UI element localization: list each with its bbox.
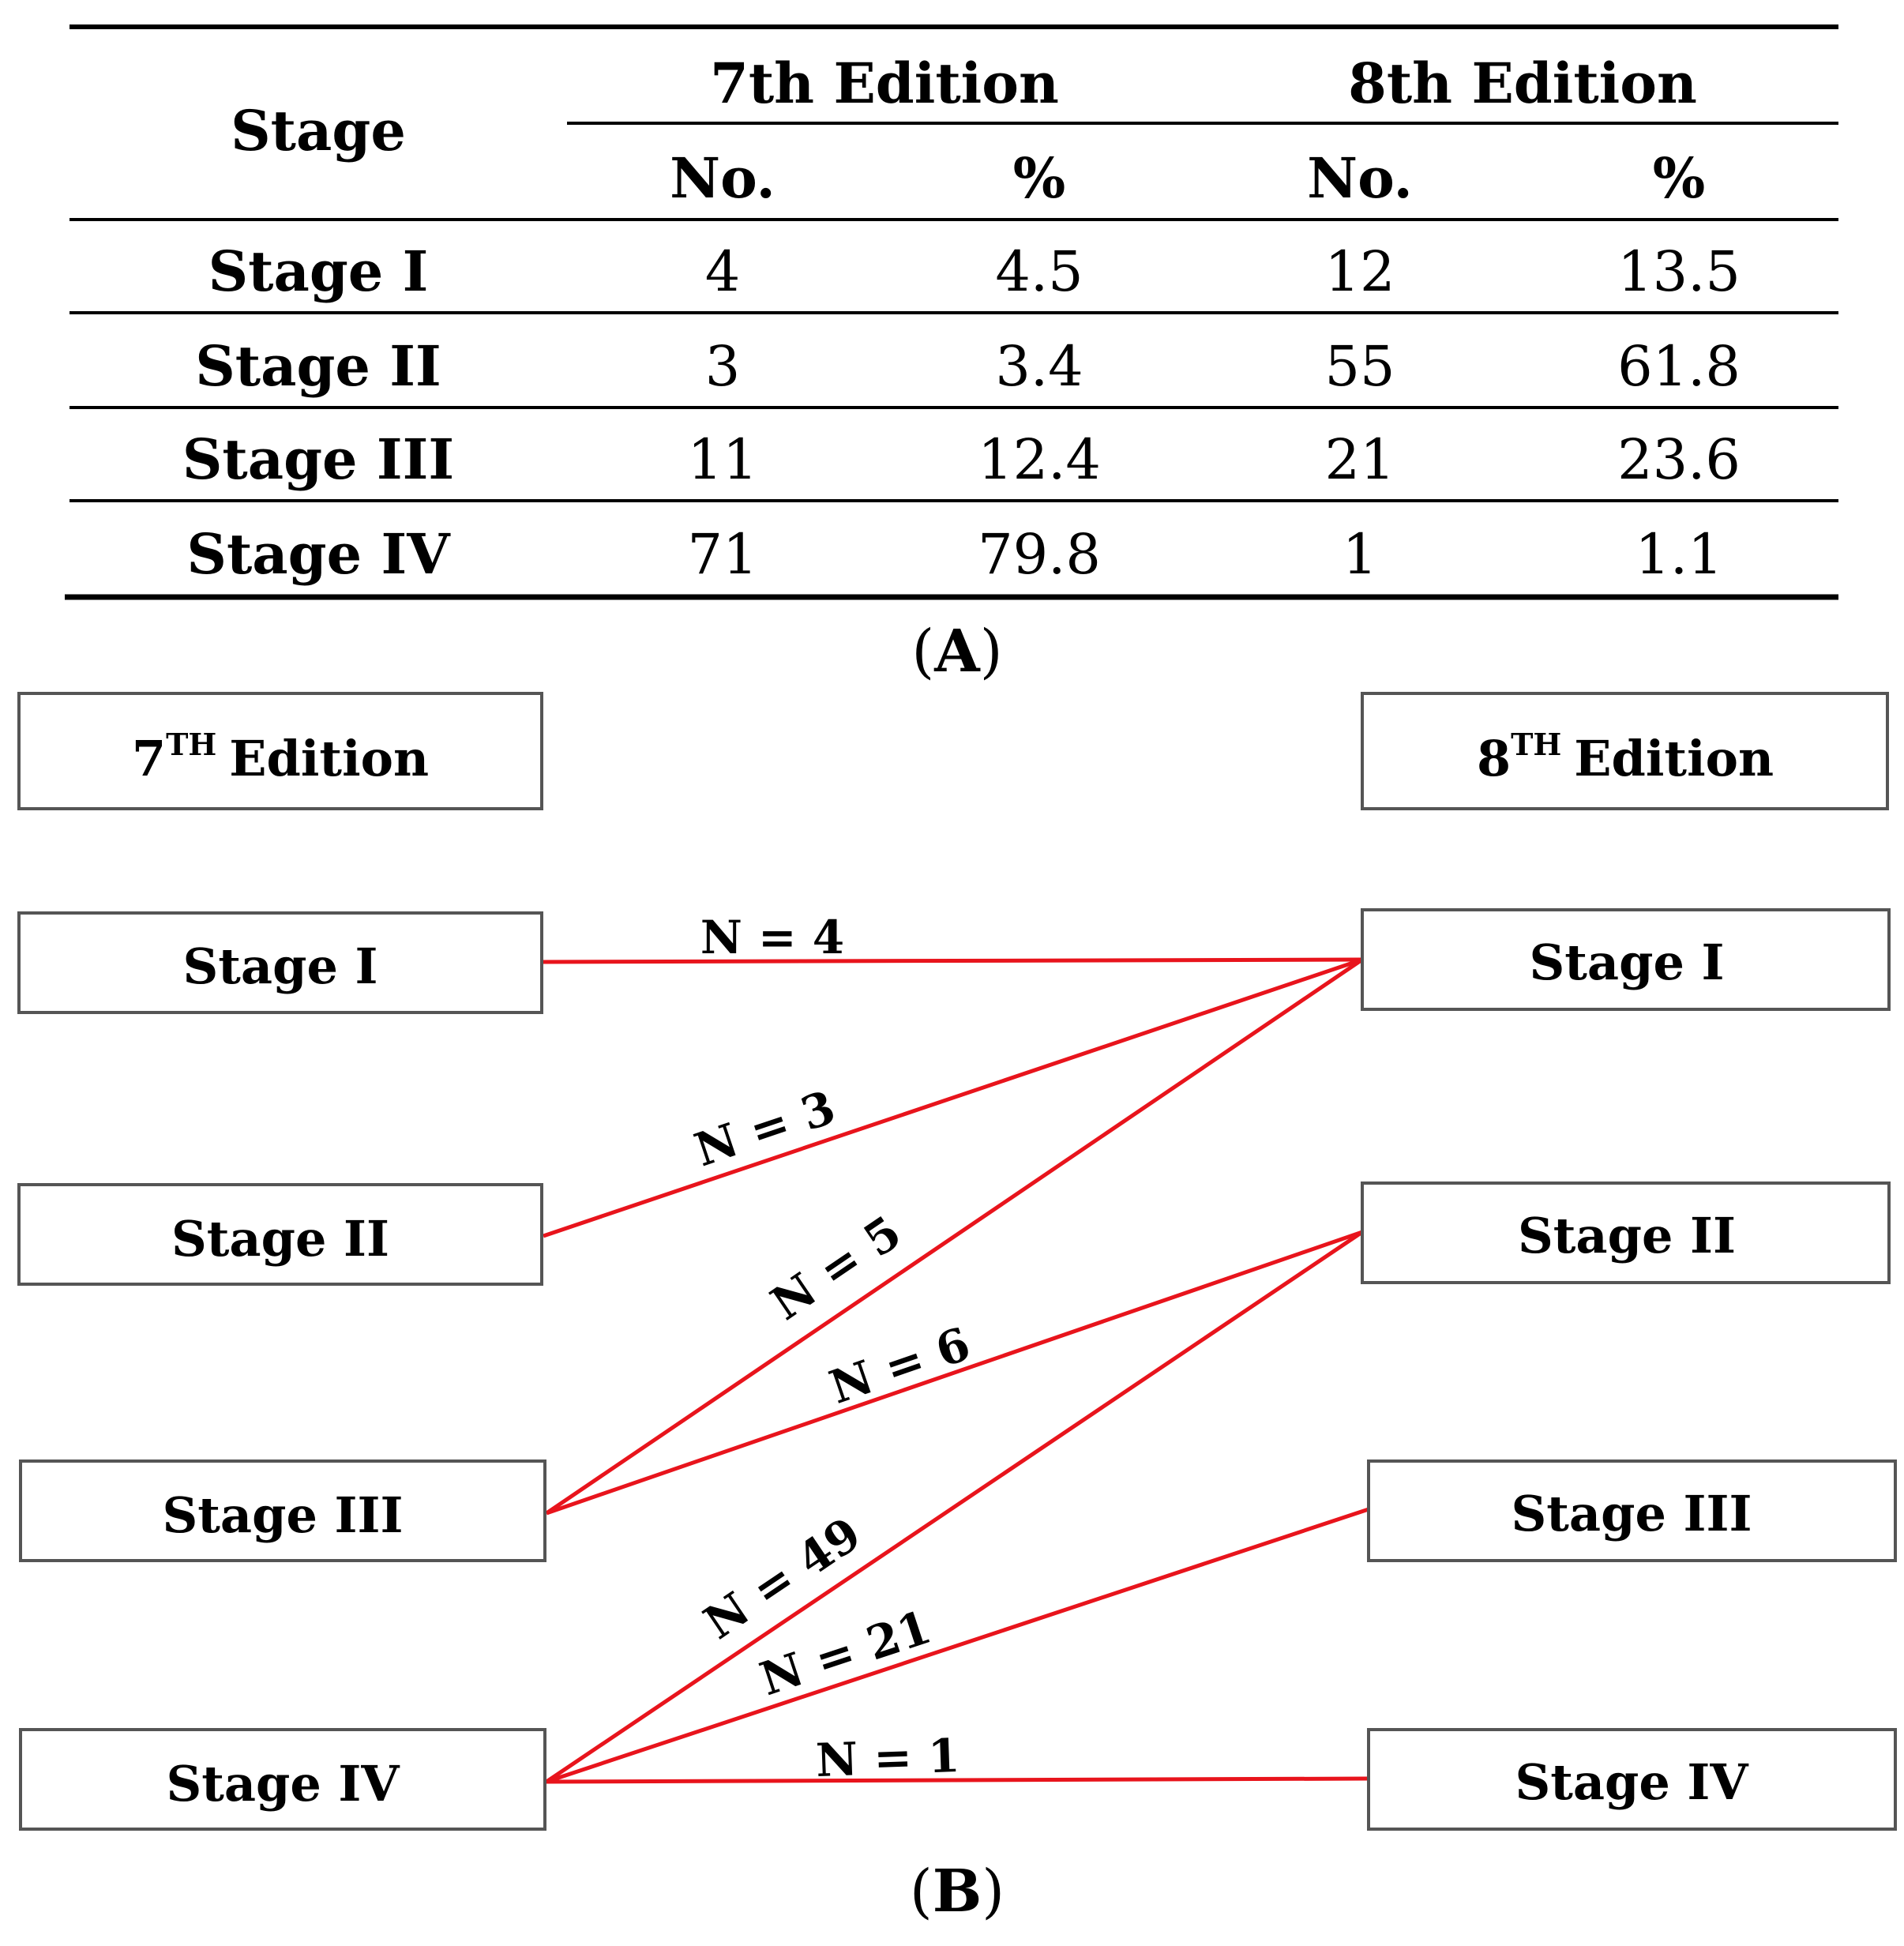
row-stage-label: Stage III	[182, 426, 455, 492]
transition-label: N = 4	[700, 911, 845, 964]
table-row	[208, 239, 1741, 304]
right-stage-label: Stage I	[1529, 934, 1725, 991]
transition-line-iii-to-i	[546, 960, 1362, 1513]
stage-column-header: Stage	[231, 98, 406, 163]
cell-pct-7: 12.4	[978, 427, 1101, 492]
right-stage-box	[1369, 1730, 1895, 1829]
edition-7-header-box	[19, 693, 542, 809]
cell-pct-7: 4.5	[995, 239, 1083, 304]
row-stage-label: Stage II	[195, 333, 441, 399]
edition-7-superscript: TH	[166, 727, 217, 762]
table-row	[195, 333, 1741, 399]
right-stage-label: Stage IV	[1515, 1753, 1748, 1811]
cell-no-7: 71	[687, 522, 758, 587]
cell-no-8: 12	[1324, 239, 1395, 304]
cell-pct-8: 61.8	[1617, 334, 1741, 399]
row-stage-label: Stage I	[208, 239, 429, 304]
sub-header-pct-8: %	[1652, 145, 1706, 211]
edition-8-header: 8th Edition	[1348, 51, 1697, 116]
panel-label-b	[910, 1858, 1005, 1925]
cell-no-8: 55	[1324, 334, 1395, 399]
left-stage-box	[21, 1461, 545, 1561]
table-row	[182, 426, 1741, 492]
cell-no-7: 4	[704, 239, 741, 304]
left-stage-label: Stage II	[171, 1210, 389, 1268]
transition-label: N = 3	[688, 1080, 842, 1178]
right-column-8th-edition	[1362, 693, 1895, 1829]
panel-label-a-close: )	[979, 618, 1003, 686]
edition-8-header-box	[1362, 693, 1887, 809]
stage-table	[65, 27, 1838, 597]
left-stage-box	[21, 1730, 545, 1829]
row-stage-label: Stage IV	[186, 521, 450, 587]
stage-migration-diagram	[19, 693, 1895, 1829]
left-column-7th-edition	[19, 693, 545, 1829]
sub-header-no-7: No.	[670, 145, 775, 211]
panel-label-a-letter: A	[934, 618, 980, 686]
cell-no-8: 21	[1324, 427, 1395, 492]
cell-pct-8: 1.1	[1635, 522, 1723, 587]
left-stage-label: Stage III	[162, 1486, 404, 1544]
transition-line-iv-to-ii	[546, 1232, 1362, 1782]
left-stage-box	[19, 1185, 542, 1284]
transition-label: N = 21	[753, 1599, 938, 1707]
right-stage-box	[1369, 1461, 1895, 1561]
transition-label: N = 6	[823, 1317, 977, 1414]
panel-label-b-open: (	[909, 1858, 933, 1925]
left-stage-label: Stage IV	[166, 1755, 400, 1813]
cell-pct-8: 23.6	[1617, 427, 1741, 492]
transition-label: N = 5	[761, 1205, 911, 1331]
edition-8-word: Edition	[1574, 730, 1774, 787]
panel-label-b-close: )	[982, 1858, 1005, 1925]
right-stage-label: Stage II	[1518, 1207, 1736, 1264]
cell-no-7: 11	[687, 427, 758, 492]
edition-7-number: 7	[131, 730, 167, 787]
edition-7-word: Edition	[229, 730, 430, 787]
cell-no-8: 1	[1342, 522, 1378, 587]
edition-8-superscript: TH	[1511, 727, 1562, 762]
cell-pct-7: 79.8	[978, 522, 1101, 587]
cell-pct-8: 13.5	[1617, 239, 1741, 304]
cell-pct-7: 3.4	[995, 334, 1083, 399]
right-stage-box	[1362, 910, 1889, 1009]
left-stage-box	[19, 913, 542, 1012]
right-stage-box	[1362, 1183, 1889, 1283]
transition-label: N = 49	[694, 1506, 871, 1650]
right-stage-label: Stage III	[1511, 1485, 1752, 1542]
panel-label-a	[911, 618, 1002, 686]
transition-label: N = 1	[814, 1728, 961, 1788]
edition-8-number: 8	[1476, 730, 1512, 787]
left-stage-label: Stage I	[182, 937, 378, 995]
panel-label-a-open: (	[911, 618, 935, 686]
sub-header-no-8: No.	[1307, 145, 1413, 211]
panel-label-b-letter: B	[932, 1858, 982, 1925]
edition-7-header: 7th Edition	[710, 51, 1059, 116]
sub-header-pct-7: %	[1012, 145, 1066, 211]
table-row	[186, 521, 1722, 587]
transition-line-i-to-i	[543, 960, 1362, 962]
cell-no-7: 3	[704, 334, 741, 399]
transition-line-ii-to-i	[543, 960, 1362, 1236]
